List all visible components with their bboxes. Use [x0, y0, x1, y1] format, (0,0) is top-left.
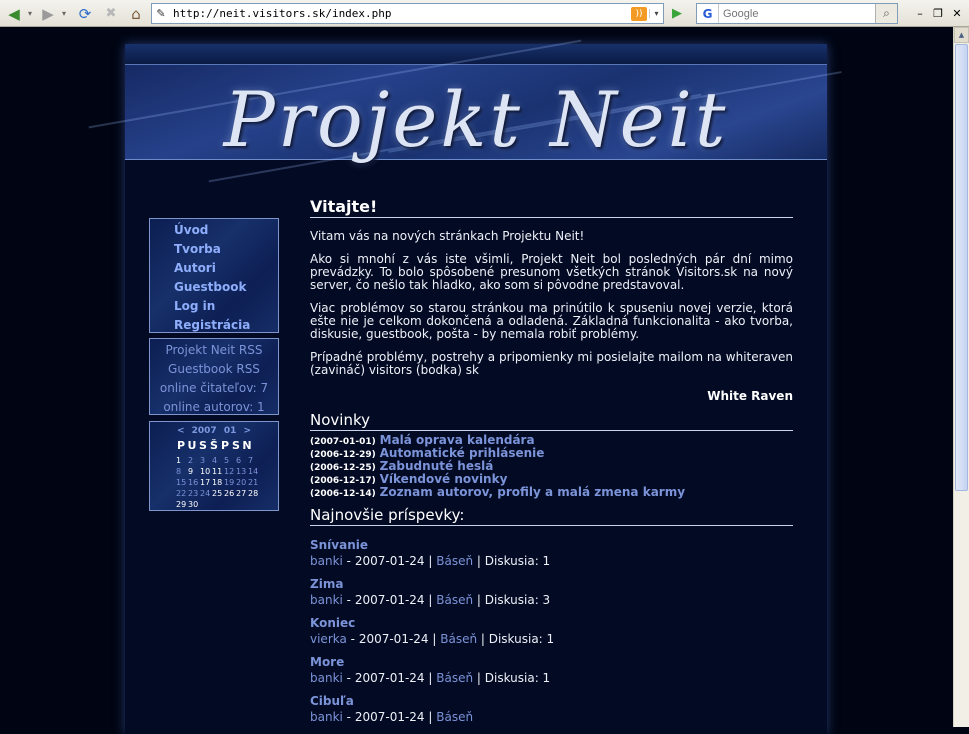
post-item: [310, 694, 793, 733]
calendar-day[interactable]: 4: [212, 456, 218, 465]
post-meta: banki - 2007-01-24 | Báseň | Diskusia: 1: [310, 554, 551, 568]
calendar-year: 2007: [191, 426, 217, 436]
weekday-label: Š: [210, 439, 218, 452]
calendar-day[interactable]: 28: [248, 489, 259, 498]
calendar-week: [176, 499, 260, 510]
calendar-prev-button[interactable]: <: [176, 426, 185, 436]
post-item: [310, 616, 793, 655]
weekday-label: S: [199, 439, 207, 452]
back-history-dropdown-icon[interactable]: ▾: [27, 9, 32, 18]
reload-icon[interactable]: ⟳: [78, 4, 92, 23]
calendar-day[interactable]: 14: [248, 467, 259, 476]
calendar-day[interactable]: 13: [236, 467, 247, 476]
weekday-label: S: [232, 439, 240, 452]
calendar-day[interactable]: 21: [248, 478, 259, 487]
weekday-label: P: [220, 439, 230, 452]
calendar-day[interactable]: 26: [224, 489, 235, 498]
news-date: (2007-01-01): [310, 437, 376, 447]
calendar-day[interactable]: 8: [176, 467, 182, 476]
nav-item-tvorba[interactable]: Tvorba: [174, 242, 221, 256]
news-link[interactable]: Zoznam autorov, profily a malá zmena karmy: [379, 485, 686, 499]
calendar-day[interactable]: 24: [200, 489, 211, 498]
post-category-link[interactable]: Báseň: [436, 593, 474, 607]
restore-icon[interactable]: ❐: [933, 6, 943, 20]
calendar-week: [176, 488, 260, 499]
nav-item-registracia[interactable]: Registrácia: [174, 318, 251, 332]
post-title-link[interactable]: Zima: [310, 577, 344, 591]
calendar-day[interactable]: 25: [212, 489, 223, 498]
nav-item-uvod[interactable]: Úvod: [174, 223, 209, 237]
post-category-link[interactable]: Báseň: [440, 632, 478, 646]
calendar-day[interactable]: 7: [248, 456, 254, 465]
online-authors-link[interactable]: online autorov: 1: [163, 400, 265, 414]
close-icon[interactable]: ✕: [952, 6, 962, 20]
calendar-week: [176, 466, 260, 477]
post-meta: vierka - 2007-01-24 | Báseň | Diskusia: 1: [310, 632, 555, 646]
header-top-strip: [125, 44, 827, 65]
welcome-paragraph: Vitam vás na nových stránkach Projektu Neit!: [310, 229, 585, 243]
news-date: (2006-12-17): [310, 476, 376, 486]
calendar-day[interactable]: 20: [236, 478, 247, 487]
rss-link-projekt-neit[interactable]: Projekt Neit RSS: [165, 343, 263, 357]
news-date: (2006-12-25): [310, 463, 376, 473]
post-item: [310, 538, 793, 577]
post-author-link[interactable]: banki: [310, 593, 343, 607]
forward-history-dropdown-icon[interactable]: ▾: [61, 9, 66, 18]
news-link[interactable]: Automatické prihlásenie: [379, 446, 545, 460]
welcome-paragraph: Prípadné problémy, postrehy a pripomienky mi posielajte mailom na whiteraven (zavináč) visitors (bodka) sk: [310, 350, 793, 377]
calendar-week: [176, 477, 260, 488]
calendar-week: [176, 455, 260, 466]
news-link[interactable]: Zabudnuté heslá: [379, 459, 494, 473]
calendar-grid: [176, 455, 260, 510]
post-item: [310, 577, 793, 616]
calendar-day[interactable]: 23: [188, 489, 199, 498]
browser-toolbar: [0, 0, 969, 27]
url-text[interactable]: http://neit.visitors.sk/index.php: [173, 7, 392, 20]
post-author-link[interactable]: banki: [310, 710, 343, 724]
post-title-link[interactable]: Koniec: [310, 616, 356, 630]
search-box[interactable]: [696, 3, 898, 24]
main-content: [310, 198, 793, 733]
calendar-day[interactable]: 1: [176, 456, 182, 465]
post-category-link[interactable]: Báseň: [436, 671, 474, 685]
calendar-month: 01: [223, 426, 237, 436]
calendar-day[interactable]: 30: [188, 500, 199, 509]
post-discussion-count: Diskusia: 1: [484, 554, 551, 568]
scroll-up-arrow-icon[interactable]: ▲: [954, 27, 969, 43]
post-author-link[interactable]: banki: [310, 671, 343, 685]
calendar-day[interactable]: 19: [224, 478, 235, 487]
news-list: [310, 434, 793, 499]
weekday-label: U: [187, 439, 197, 452]
main-navigation: [149, 218, 279, 333]
post-date: 2007-01-24: [354, 671, 425, 685]
calendar-day[interactable]: 6: [236, 456, 242, 465]
site-logo[interactable]: Projekt Neit: [223, 75, 729, 164]
go-button-icon[interactable]: ▶: [672, 6, 682, 21]
calendar-day[interactable]: 2: [188, 456, 194, 465]
search-magnifier-icon[interactable]: ⌕: [875, 4, 897, 23]
post-title-link[interactable]: More: [310, 655, 345, 669]
news-date: (2006-12-14): [310, 489, 376, 499]
post-discussion-count: Diskusia: 1: [488, 632, 555, 646]
calendar-day[interactable]: 10: [200, 467, 211, 476]
weekday-label: P: [176, 439, 186, 452]
post-date: 2007-01-24: [358, 632, 429, 646]
calendar-day[interactable]: 27: [236, 489, 247, 498]
calendar-day[interactable]: 3: [200, 456, 206, 465]
post-date: 2007-01-24: [354, 554, 425, 568]
nav-item-login[interactable]: Log in: [174, 299, 216, 313]
news-link[interactable]: Víkendové novinky: [379, 472, 508, 486]
post-discussion-count: Diskusia: 1: [484, 671, 551, 685]
calendar-day[interactable]: 18: [212, 478, 223, 487]
rss-link-guestbook[interactable]: Guestbook RSS: [168, 362, 260, 376]
calendar-day[interactable]: 29: [176, 500, 187, 509]
news-heading: Novinky: [310, 412, 793, 431]
post-date: 2007-01-24: [354, 710, 425, 724]
post-category-link[interactable]: Báseň: [436, 710, 474, 724]
latest-posts-list: [310, 538, 793, 733]
post-category-link[interactable]: Báseň: [436, 554, 474, 568]
info-links-box: [149, 338, 279, 415]
post-meta: banki - 2007-01-24 | Báseň | Diskusia: 1: [310, 671, 551, 685]
news-link[interactable]: Malá oprava kalendára: [379, 433, 535, 447]
address-bar[interactable]: [151, 3, 664, 24]
calendar-day[interactable]: 17: [200, 478, 211, 487]
back-arrow-icon[interactable]: ◀: [8, 4, 20, 23]
weekday-label: N: [242, 439, 252, 452]
rss-feed-icon[interactable]: )): [631, 7, 647, 21]
latest-posts-heading: Najnovšie príspevky:: [310, 507, 793, 526]
post-author-link[interactable]: vierka: [310, 632, 347, 646]
calendar-next-button[interactable]: >: [243, 426, 252, 436]
scrollbar-thumb[interactable]: [955, 44, 968, 491]
calendar-day[interactable]: 16: [188, 478, 199, 487]
calendar-weekdays: [150, 439, 278, 453]
forward-arrow-icon[interactable]: ▶: [42, 4, 54, 23]
signature: White Raven: [707, 389, 793, 403]
calendar-day[interactable]: 22: [176, 489, 187, 498]
calendar-day[interactable]: 11: [212, 467, 223, 476]
post-title-link[interactable]: Snívanie: [310, 538, 369, 552]
post-meta: banki - 2007-01-24 | Báseň: [310, 710, 474, 724]
calendar-header: [150, 426, 278, 437]
welcome-paragraph: Ako si mnohí z vás iste všimli, Projekt Neit bol posledných pár dní mimo prevádzky. To bolo spôsobené presunom všetkých stránok Visitors.sk na nový server, čo nešlo tak hladko, ako som si pôvodne predstavoval.: [310, 252, 793, 292]
calendar: [149, 421, 279, 511]
online-readers-link[interactable]: online čitateľov: 7: [159, 381, 269, 395]
news-item: [310, 486, 793, 499]
calendar-day[interactable]: 5: [224, 456, 230, 465]
search-input[interactable]: [719, 8, 875, 20]
calendar-day[interactable]: 12: [224, 467, 235, 476]
post-discussion-count: Diskusia: 3: [484, 593, 551, 607]
calendar-day[interactable]: 15: [176, 478, 187, 487]
post-date: 2007-01-24: [354, 593, 425, 607]
welcome-paragraph: Viac problémov so starou stránkou ma prinútilo k spuseniu novej verzie, ktorá ešte nie je celkom dokončená a odladená. Základná funkcionalita - ako tvorba, diskusie, guestbook, pošta - by nemala robiť problémy.: [310, 301, 793, 341]
header-banner: [125, 65, 827, 164]
calendar-day[interactable]: 9: [188, 467, 194, 476]
minimize-icon[interactable]: –: [917, 6, 923, 20]
welcome-heading: Vitajte!: [310, 198, 793, 218]
site-favicon-icon: ✎: [156, 7, 166, 20]
post-title-link[interactable]: Cibuľa: [310, 694, 354, 708]
google-engine-icon[interactable]: G: [697, 4, 719, 23]
news-date: (2006-12-29): [310, 450, 376, 460]
post-meta: banki - 2007-01-24 | Báseň | Diskusia: 3: [310, 593, 551, 607]
stop-icon[interactable]: ✖: [105, 6, 117, 21]
url-dropdown-icon[interactable]: ▾: [649, 9, 663, 18]
nav-item-guestbook[interactable]: Guestbook: [174, 280, 247, 294]
home-icon[interactable]: ⌂: [131, 4, 141, 23]
post-author-link[interactable]: banki: [310, 554, 343, 568]
vertical-scrollbar[interactable]: [953, 27, 969, 727]
post-item: [310, 655, 793, 694]
nav-item-autori[interactable]: Autori: [174, 261, 216, 275]
